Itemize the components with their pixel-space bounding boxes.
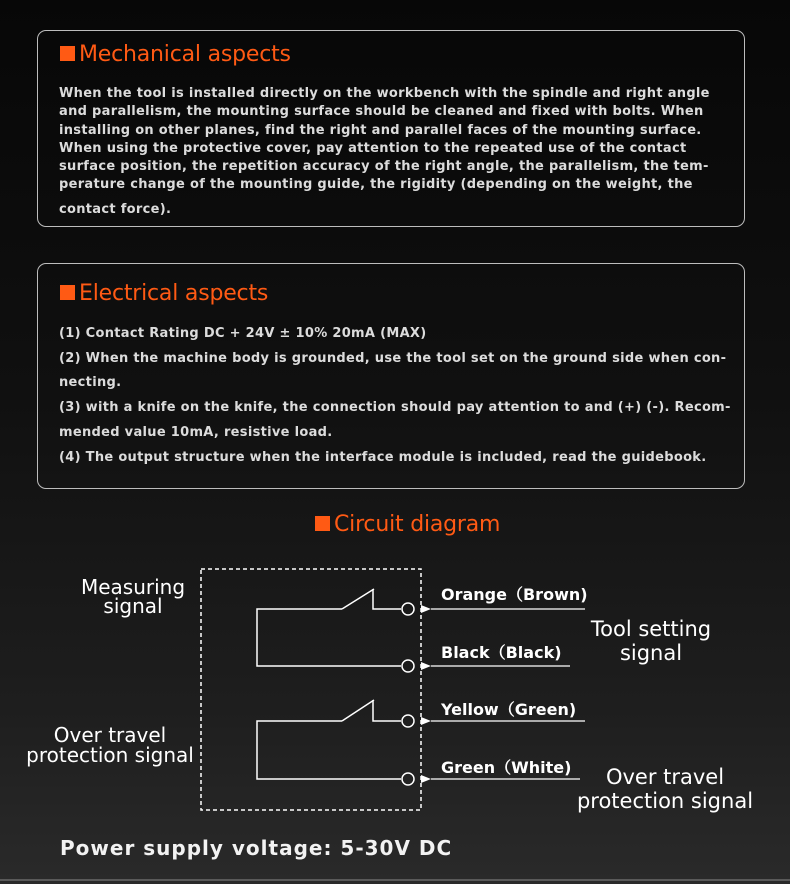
electrical-aspects-panel	[37, 263, 745, 489]
electrical-line: mended value 10mA, resistive load.	[59, 424, 333, 440]
electrical-line: (2) When the machine body is grounded, use the tool set on the ground side when con-	[59, 350, 727, 366]
mechanical-line: installing on other planes, find the right and parallel faces of the mounting surface.	[59, 122, 702, 138]
tool-setting-signal-label: signal	[619, 641, 683, 665]
electrical-aspects-list	[59, 322, 731, 470]
electrical-line: necting.	[59, 375, 122, 391]
electrical-line: (3) with a knife on the knife, the connection should pay attention to and (+) (-). Recom-	[59, 400, 731, 416]
circuit-diagram-title	[315, 512, 500, 537]
mechanical-line: contact force).	[59, 201, 172, 217]
over-travel-circuit	[257, 700, 414, 785]
mechanical-aspects-text	[59, 85, 729, 219]
electrical-aspects-title	[60, 281, 268, 306]
circuit-title-text: Circuit diagram	[334, 512, 501, 537]
switch-return-line	[257, 609, 401, 666]
mechanical-line: surface position, the repetition accuracy of the right angle, the parallelism, the tem-	[59, 159, 709, 175]
terminal-black-icon	[402, 660, 414, 672]
switch-contact-icon	[342, 700, 374, 721]
mechanical-line: When the tool is installed directly on the workbench with the spindle and right angle	[59, 86, 710, 101]
switch-terminal-line	[373, 589, 401, 609]
electrical-title-text: Electrical aspects	[79, 281, 269, 306]
mechanical-title-text: Mechanical aspects	[79, 42, 291, 67]
mechanical-aspects-title	[60, 42, 291, 67]
switch-terminal-line	[373, 700, 401, 721]
power-supply-voltage: Power supply voltage: 5-30V DC	[60, 836, 453, 860]
over-travel-left-label: protection signal	[26, 743, 194, 767]
wire-label-black: Black（Black)	[441, 643, 562, 662]
over-travel-left-label: Over travel	[53, 723, 167, 747]
measuring-signal-label: signal	[103, 594, 163, 618]
terminal-green-icon	[402, 773, 414, 785]
switch-contact-icon	[342, 589, 374, 609]
square-bullet-icon	[60, 285, 75, 300]
tool-setting-signal-label: Tool setting	[590, 617, 712, 641]
tool-setting-circuit	[257, 589, 414, 672]
over-travel-right-label: protection signal	[576, 789, 754, 813]
wire-label-orange: Orange（Brown)	[441, 585, 588, 604]
module-dashed-box	[201, 569, 421, 810]
electrical-line: (4) The output structure when the interface module is included, read the guidebook.	[59, 449, 707, 465]
electrical-line: (1) Contact Rating DC + 24V ± 10% 20mA (MAX)	[59, 326, 427, 341]
measuring-signal-label: Measuring	[80, 575, 186, 599]
terminal-orange-icon	[402, 603, 414, 615]
square-bullet-icon	[315, 516, 330, 531]
wire-label-yellow: Yellow（Green)	[441, 700, 577, 719]
terminal-yellow-icon	[402, 715, 414, 727]
mechanical-aspects-panel	[37, 30, 745, 227]
wire-label-green: Green（White)	[441, 758, 572, 777]
mechanical-line: and parallelism, the mounting surface should be cleaned and fixed with bolts. When	[59, 104, 704, 120]
mechanical-line: perature change of the mounting guide, the rigidity (depending on the weight, the	[59, 177, 693, 193]
square-bullet-icon	[60, 46, 75, 61]
footer-divider	[0, 879, 790, 881]
mechanical-line: When using the protective cover, pay attention to the repeated use of the contact	[59, 140, 687, 156]
over-travel-right-label: Over travel	[605, 765, 725, 789]
wire-arrows	[431, 609, 585, 779]
switch-return-line	[257, 721, 401, 779]
